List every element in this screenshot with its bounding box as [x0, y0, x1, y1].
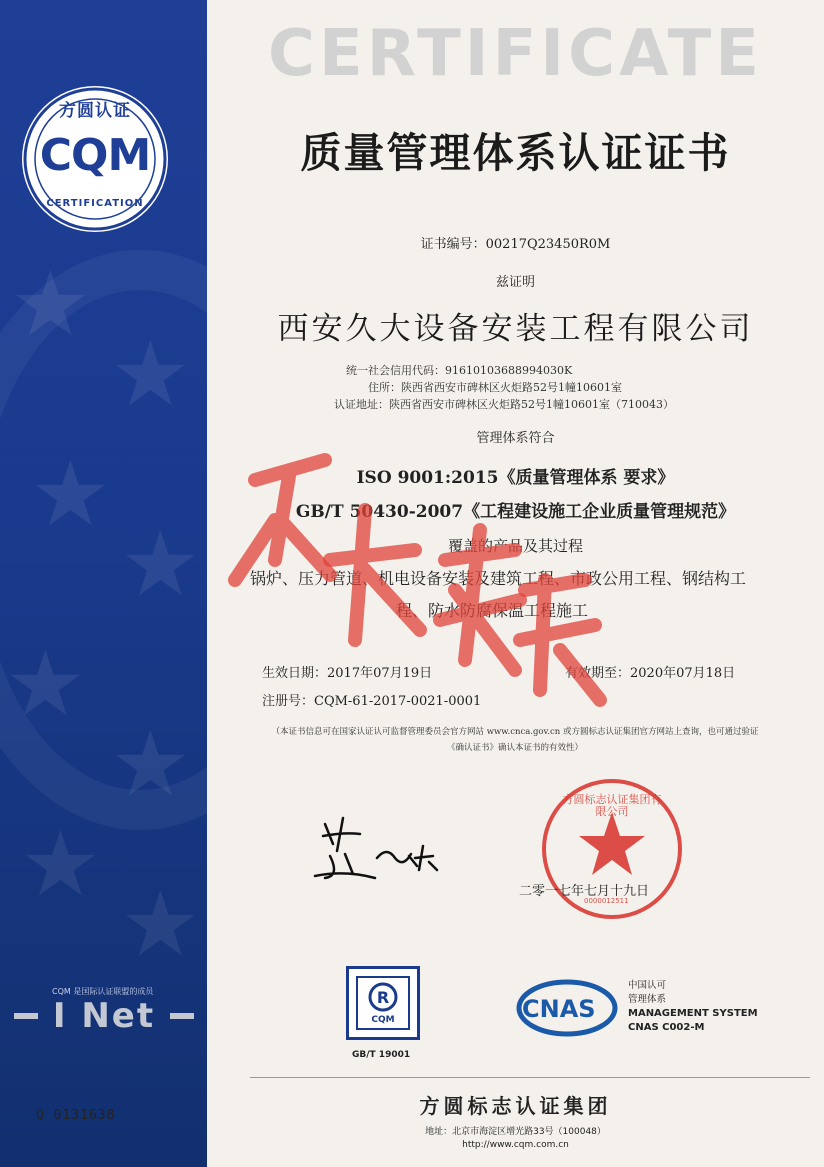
- seal-text: [560, 794, 664, 818]
- standard-iso: ISO 9001:2015《质量管理体系 要求》: [356, 468, 675, 488]
- coverage-label: 覆盖的产品及其过程: [447, 537, 583, 555]
- info-block: [334, 362, 674, 413]
- badge-sub: CQM: [371, 1015, 395, 1025]
- scope-line-2: 程、防水防腐保温工程施工: [396, 601, 589, 620]
- star-icon: ★: [120, 872, 201, 977]
- title-cn: 质量管理体系认证证书: [300, 129, 731, 177]
- star-icon: ★: [120, 512, 201, 617]
- cqm-logo: [22, 86, 168, 232]
- star-icon: ★: [30, 442, 111, 547]
- mgmt-conforms: 管理体系符合: [476, 431, 555, 446]
- cnas-line-1: 中国认可: [628, 980, 667, 991]
- issue-date: 二零一七年七月十九日: [519, 884, 650, 899]
- note-line-2: 《确认证书》确认本证书的有效性）: [446, 743, 583, 753]
- verification-note: [230, 724, 800, 756]
- cnas-line-2: 管理体系: [628, 994, 667, 1005]
- seal-number: 0000012511: [584, 897, 629, 905]
- logo-bottom-text: CERTIFICATION: [46, 198, 144, 209]
- title-en: CERTIFICATE: [268, 17, 763, 91]
- issuer-website: http://www.cqm.com.cn: [462, 1140, 569, 1150]
- company-name: 西安久大设备安装工程有限公司: [277, 311, 754, 347]
- star-icon: ★: [10, 252, 91, 357]
- cert-address: 认证地址：陕西省西安市碑林区火炬路52号1幢10601室（710043）: [334, 398, 674, 411]
- svg-text:R: R: [376, 988, 390, 1007]
- registration-badge: [346, 966, 420, 1040]
- star-icon: ★: [5, 632, 86, 737]
- star-icon: ★: [110, 712, 191, 817]
- cnas-logo-text: CNAS: [522, 995, 596, 1023]
- seal-name: 方圆标志认证集团有限公司: [562, 793, 662, 818]
- inet-text: I Net: [52, 996, 156, 1036]
- credit-code: 统一社会信用代码：91610103688994030K: [346, 364, 573, 377]
- cnas-text-block: [628, 979, 758, 1035]
- r-mark-icon: [349, 969, 417, 1037]
- note-line-1: （本证书信息可在国家认证认可监督管理委员会官方网站 www.cnca.gov.cn 或方圆标志认证集团官方网站上查询，也可通过验证: [271, 727, 759, 737]
- logo-top-text: 方圆认证: [59, 101, 131, 121]
- inet-line-right: [170, 1013, 194, 1019]
- serial-number: Q 0131638: [36, 1108, 116, 1123]
- star-icon: ★: [20, 812, 101, 917]
- logo-mid-text: CQM: [39, 130, 151, 181]
- valid-until: 有效期至：2020年07月18日: [565, 666, 736, 681]
- certificate-number: 证书编号：00217Q23450R0M: [420, 237, 611, 252]
- effective-date: 生效日期：2017年07月19日: [262, 666, 433, 681]
- footer-divider: [250, 1077, 810, 1078]
- issuer-address: 地址：北京市海淀区增光路33号（100048）: [425, 1127, 606, 1137]
- star-icon: ★: [110, 322, 191, 427]
- star-icon: [579, 812, 645, 875]
- hereby-text: 兹证明: [495, 275, 535, 290]
- left-band: [0, 0, 207, 1167]
- address: 住所：陕西省西安市碑林区火炬路52号1幢10601室: [368, 381, 622, 394]
- cnas-line-3: MANAGEMENT SYSTEM: [628, 1008, 758, 1019]
- issuer-name: 方圆标志认证集团: [419, 1094, 612, 1118]
- signature-graphic: [305, 806, 465, 886]
- scope-line-1: 锅炉、压力管道、机电设备安装及建筑工程、市政公用工程、钢结构工: [250, 569, 747, 588]
- inet-caption: CQM 是国际认证联盟的成员: [52, 987, 154, 996]
- registration-number: 注册号：CQM-61-2017-0021-0001: [262, 694, 482, 709]
- cnas-line-4: CNAS C002-M: [628, 1022, 705, 1033]
- standard-gbt: GB/T 50430-2007《工程建设施工企业质量管理规范》: [295, 502, 736, 522]
- gbt-label: GB/T 19001: [352, 1050, 411, 1060]
